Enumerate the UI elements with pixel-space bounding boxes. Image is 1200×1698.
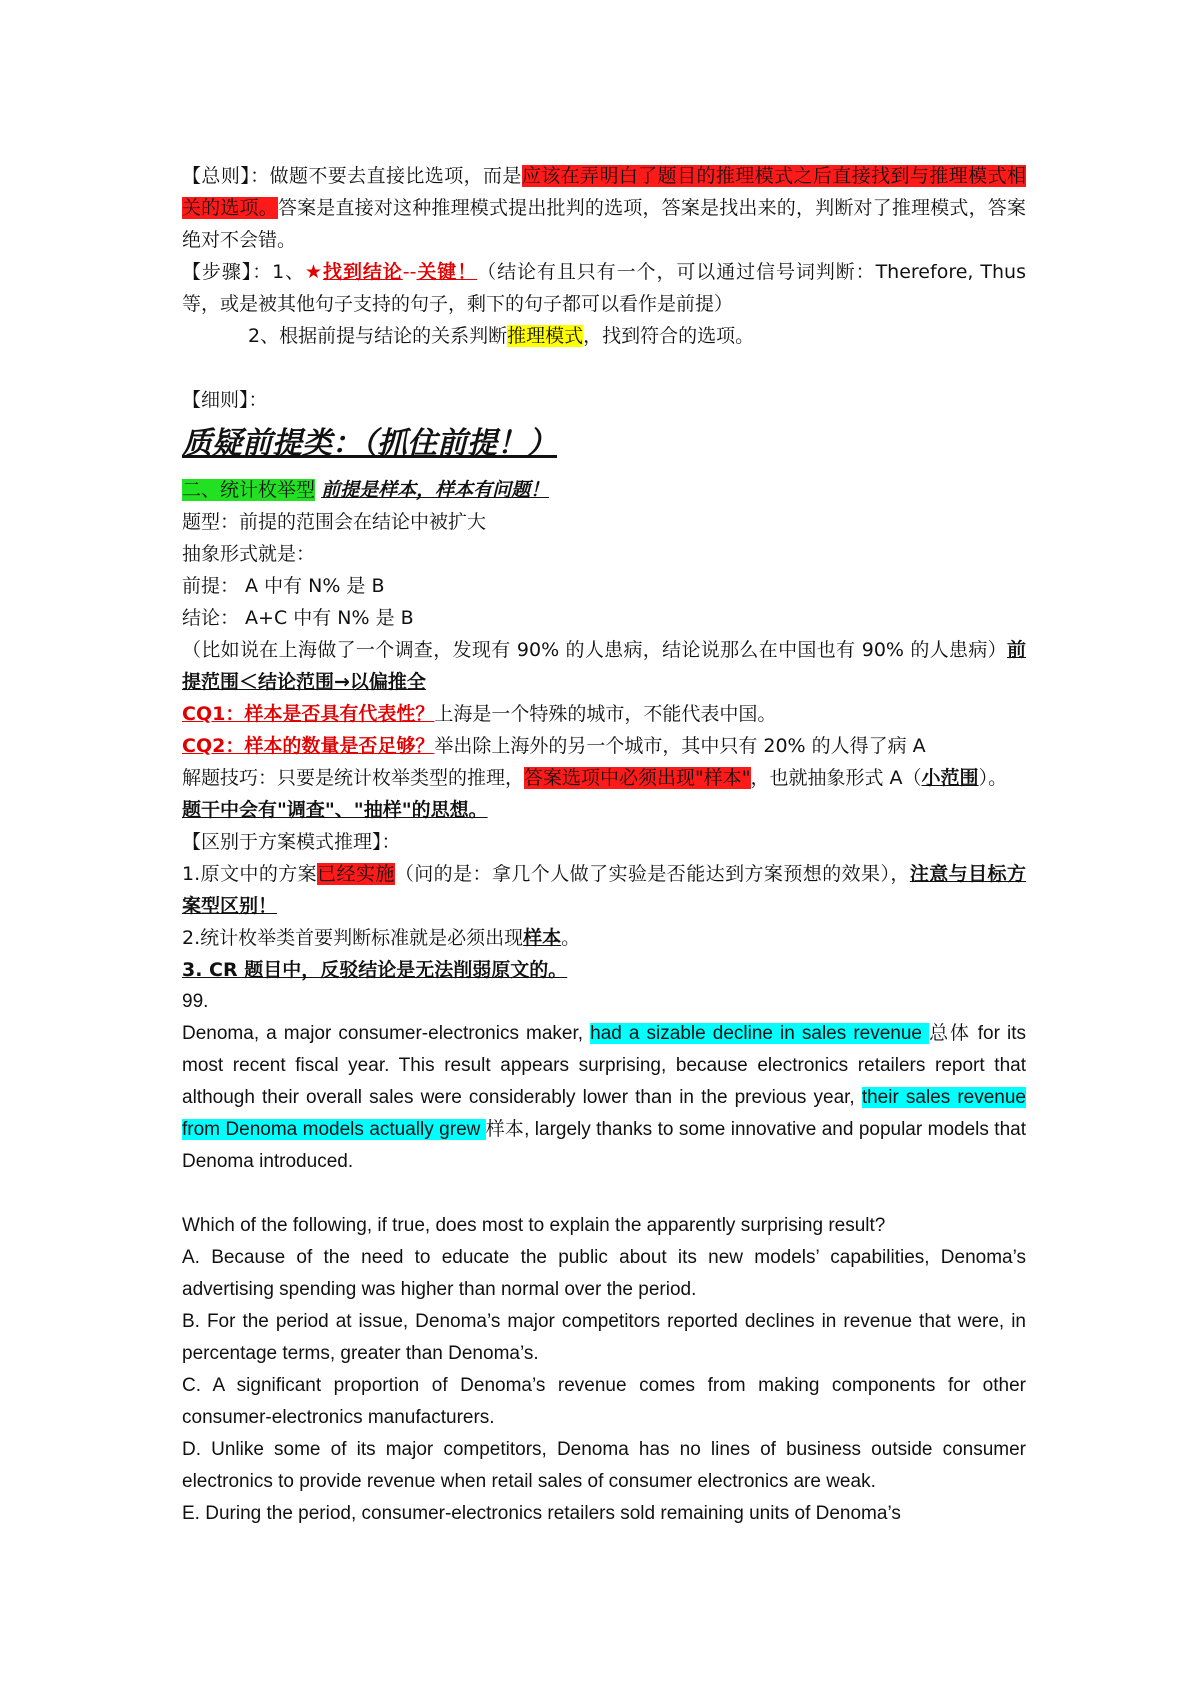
find-conclusion: 找到结论 bbox=[323, 261, 403, 283]
tip-bold: 小范围 bbox=[921, 767, 979, 789]
stem-note: 题干中会有"调查"、"抽样"的思想。 bbox=[182, 799, 488, 821]
option-b: B. For the period at issue, Denoma’s major competitors reported declines in revenue that were, in percentage terms, greater than Denoma’s. bbox=[182, 1311, 1026, 1364]
diff-label: 【区别于方案模式推理】： bbox=[182, 831, 401, 853]
diff-three: 3. CR 题目中，反驳结论是无法削弱原文的。 bbox=[182, 959, 568, 981]
diff-two-end: 。 bbox=[561, 927, 581, 949]
subtype-label: 二、统计枚举型 bbox=[182, 479, 316, 501]
spacer bbox=[182, 1178, 1026, 1210]
general-rule-highlight: 应该在弄明白了题目的推理模式之后直接找到与推理模式相关的选项。 bbox=[182, 165, 1026, 219]
step-two bbox=[182, 320, 1026, 352]
key-label: 关键！ bbox=[416, 261, 478, 283]
steps-rule bbox=[182, 256, 1026, 320]
general-rule-label: 【总则】：做题不要去直接比选项，而是 bbox=[182, 165, 522, 187]
stem-note-1: 总体 bbox=[929, 1023, 971, 1044]
document-page bbox=[182, 160, 1026, 1530]
cq2-line bbox=[182, 730, 1026, 762]
question-number: 99. bbox=[182, 991, 209, 1012]
question-stem bbox=[182, 1018, 1026, 1178]
tip-pre: 解题技巧：只要是统计枚举类型的推理， bbox=[182, 767, 525, 789]
stem-highlight-1: had a sizable decline in sales revenue bbox=[590, 1023, 930, 1044]
diff-one bbox=[182, 858, 1026, 922]
cq1-text: 上海是一个特殊的城市，不能代表中国。 bbox=[434, 703, 777, 725]
cq1-label: CQ1：样本是否具有代表性？ bbox=[182, 703, 435, 725]
subtype-heading bbox=[182, 474, 1026, 506]
option-e: E. During the period, consumer-electronics retailers sold remaining units of Denoma’s bbox=[182, 1503, 901, 1524]
tip-end: ）。 bbox=[978, 767, 1008, 789]
tip-highlight: 答案选项中必须出现"样本" bbox=[524, 767, 751, 789]
line-conclusion: 结论： A+C 中有 N% 是 B bbox=[182, 607, 414, 629]
diff-two-pre: 2.统计枚举类首要判断标准就是必须出现 bbox=[182, 927, 524, 949]
line-premise: 前提： A 中有 N% 是 B bbox=[182, 575, 385, 597]
diff-two-bold: 样本 bbox=[523, 927, 562, 949]
stem-p2: for its most recent fiscal year. This result appears surprising, because electronics retailers report that although their overall sales were considerably lower than in the previous year, bbox=[182, 1023, 1026, 1108]
diff-one-highlight: 已经实施 bbox=[317, 863, 395, 885]
line-abstract: 抽象形式就是： bbox=[182, 543, 316, 565]
stem-note-2: 样本 bbox=[485, 1119, 525, 1140]
example-paragraph bbox=[182, 634, 1026, 698]
star-icon: ★ bbox=[305, 261, 324, 283]
example-text: （比如说在上海做了一个调查，发现有 90% 的人患病，结论说那么在中国也有 90% 的人患病） bbox=[182, 639, 1007, 661]
stem-p3: , largely thanks to some innovative and popular models that Denoma introduced. bbox=[182, 1119, 1026, 1172]
stem-p1: Denoma, a major consumer-electronics maker, bbox=[182, 1023, 591, 1044]
tip-paragraph bbox=[182, 762, 1026, 794]
option-d: D. Unlike some of its major competitors, Denoma has no lines of business outside consumer electronics to provide revenue when retail sales of consumer electronics are weak. bbox=[182, 1439, 1026, 1492]
diff-one-bold: 注意与目标方案型区别！ bbox=[182, 863, 1026, 917]
details-label: 【细则】： bbox=[182, 389, 268, 411]
line-type: 题型：前提的范围会在结论中被扩大 bbox=[182, 511, 487, 533]
general-rule-rest: 答案是直接对这种推理模式提出批判的选项，答案是找出来的，判断对了推理模式，答案绝对不会错。 bbox=[182, 197, 1026, 251]
diff-two bbox=[182, 922, 1026, 954]
stem-highlight-2: their sales revenue from Denoma models actually grew bbox=[182, 1087, 1026, 1140]
option-a: A. Because of the need to educate the public about its new models’ capabilities, Denoma’s advertising spending was higher than normal over the period. bbox=[182, 1247, 1026, 1300]
tip-post: ，也就抽象形式 A（ bbox=[750, 767, 922, 789]
cq1-line bbox=[182, 698, 1026, 730]
general-rule bbox=[182, 160, 1026, 256]
diff-one-mid: （问的是：拿几个人做了实验是否能达到方案预想的效果）， bbox=[394, 863, 910, 885]
diff-one-pre: 1.原文中的方案 bbox=[182, 863, 318, 885]
steps-label: 【步骤】：1、 bbox=[182, 261, 306, 283]
question-prompt: Which of the following, if true, does most to explain the apparently surprising result? bbox=[182, 1215, 886, 1236]
example-bold: 前提范围＜结论范围→以偏推全 bbox=[182, 639, 1026, 693]
cq2-label: CQ2：样本的数量是否足够？ bbox=[182, 735, 435, 757]
spacer bbox=[182, 352, 1026, 384]
option-c: C. A significant proportion of Denoma’s revenue comes from making components for other consumer-electronics manufacturers. bbox=[182, 1375, 1026, 1428]
step-two-highlight: 推理模式 bbox=[507, 325, 584, 347]
steps-dash: -- bbox=[402, 261, 417, 283]
subtype-note: 前提是样本，样本有问题！ bbox=[321, 479, 550, 501]
step-two-post: ，找到符合的选项。 bbox=[583, 325, 755, 347]
section-title: 质疑前提类：（抓住前提！） bbox=[182, 426, 557, 461]
steps-explain: （结论有且只有一个，可以通过信号词判断：Therefore, Thus 等，或是被其他句子支持的句子，剩下的句子都可以看作是前提） bbox=[182, 261, 1026, 315]
step-two-pre: 2、根据前提与结论的关系判断 bbox=[248, 325, 508, 347]
cq2-text: 举出除上海外的另一个城市，其中只有 20% 的人得了病 A bbox=[434, 735, 926, 757]
